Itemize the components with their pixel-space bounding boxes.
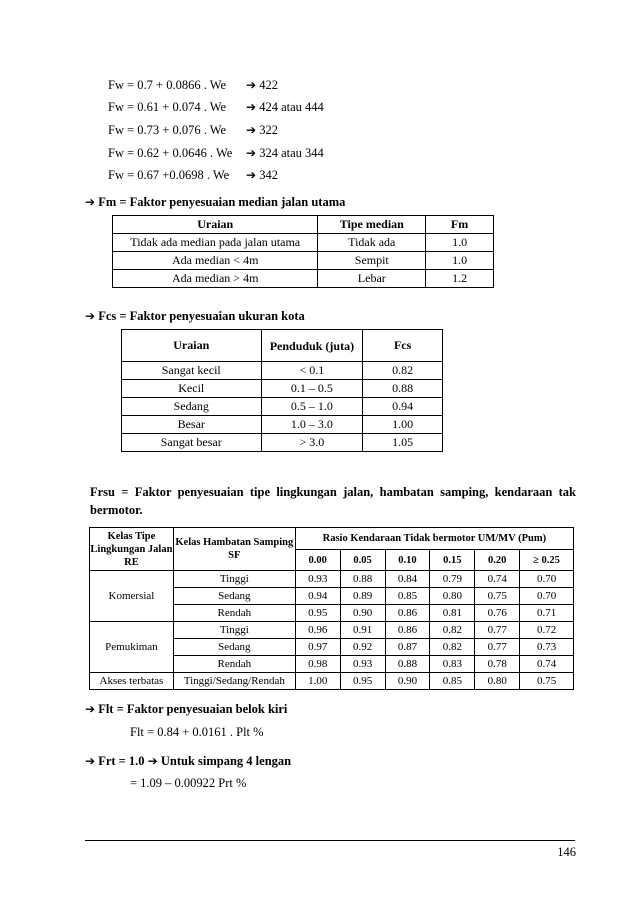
fw-result-value: 422 bbox=[259, 78, 278, 92]
frsu-col-env: Kelas Tipe Lingkungan Jalan RE bbox=[90, 528, 174, 571]
fcs-cell: 1.05 bbox=[363, 434, 443, 452]
flt-formula: Flt = 0.84 + 0.0161 . Plt % bbox=[130, 725, 264, 739]
fcs-heading bbox=[85, 309, 305, 324]
arrow-right-icon: ➔ bbox=[85, 702, 96, 716]
fw-result-value: 342 bbox=[259, 168, 278, 182]
frsu-value-cell: 0.81 bbox=[430, 605, 475, 622]
frsu-value-cell: 0.95 bbox=[295, 605, 340, 622]
frsu-sf-cell: Tinggi/Sedang/Rendah bbox=[173, 673, 295, 690]
frsu-value-cell: 0.75 bbox=[475, 588, 520, 605]
fw-result-value: 322 bbox=[259, 123, 278, 137]
frsu-value-cell: 0.90 bbox=[340, 605, 385, 622]
fw-result bbox=[246, 146, 324, 161]
fcs-col-penduduk: Penduduk (juta) bbox=[261, 330, 363, 362]
fw-formula-line bbox=[108, 168, 368, 184]
frsu-value-cell: 0.73 bbox=[520, 639, 574, 656]
frsu-value-cell: 0.70 bbox=[520, 571, 574, 588]
frsu-value-cell: 0.70 bbox=[520, 588, 574, 605]
frsu-value-cell: 0.74 bbox=[475, 571, 520, 588]
frsu-value-cell: 0.98 bbox=[295, 656, 340, 673]
fcs-cell: < 0.1 bbox=[261, 362, 363, 380]
fcs-cell: 0.82 bbox=[363, 362, 443, 380]
fw-result bbox=[246, 100, 324, 115]
fw-equation: Fw = 0.61 + 0.074 . We bbox=[108, 100, 227, 114]
frsu-env-cell: Pemukiman bbox=[90, 622, 174, 673]
fcs-cell: 0.88 bbox=[363, 380, 443, 398]
fw-equation: Fw = 0.7 + 0.0866 . We bbox=[108, 78, 227, 92]
fw-result bbox=[246, 123, 278, 138]
fcs-col-fcs: Fcs bbox=[363, 330, 443, 362]
arrow-right-icon: ➔ bbox=[246, 100, 257, 114]
frsu-value-cell: 0.82 bbox=[430, 639, 475, 656]
table-row bbox=[122, 398, 443, 416]
frsu-value-cell: 0.71 bbox=[520, 605, 574, 622]
frsu-ratio-header: 0.15 bbox=[430, 550, 475, 571]
frsu-value-cell: 0.77 bbox=[475, 622, 520, 639]
footer-divider bbox=[85, 840, 575, 841]
fcs-cell: 1.00 bbox=[363, 416, 443, 434]
frsu-sf-cell: Sedang bbox=[173, 588, 295, 605]
table-row bbox=[113, 270, 494, 288]
frsu-value-cell: 0.72 bbox=[520, 622, 574, 639]
fm-cell: Ada median > 4m bbox=[113, 270, 318, 288]
table-row bbox=[122, 434, 443, 452]
table-row bbox=[90, 673, 574, 690]
fw-formula-line bbox=[108, 123, 368, 139]
frsu-value-cell: 0.80 bbox=[475, 673, 520, 690]
frsu-ratio-header: 0.00 bbox=[295, 550, 340, 571]
table-row bbox=[113, 252, 494, 270]
arrow-right-icon: ➔ bbox=[85, 195, 96, 209]
arrow-right-icon: ➔ bbox=[147, 754, 158, 768]
fm-col-fm: Fm bbox=[426, 216, 494, 234]
frt-heading bbox=[85, 754, 291, 769]
frsu-value-cell: 0.76 bbox=[475, 605, 520, 622]
frsu-ratio-header: 0.20 bbox=[475, 550, 520, 571]
fcs-cell: 0.5 – 1.0 bbox=[261, 398, 363, 416]
arrow-right-icon: ➔ bbox=[246, 168, 257, 182]
frsu-value-cell: 0.78 bbox=[475, 656, 520, 673]
fcs-cell: Kecil bbox=[122, 380, 262, 398]
fw-formula-line bbox=[108, 100, 368, 116]
arrow-right-icon: ➔ bbox=[246, 78, 257, 92]
fw-result-value: 424 atau 444 bbox=[259, 100, 324, 114]
frsu-value-cell: 0.88 bbox=[340, 571, 385, 588]
frsu-env-cell: Akses terbatas bbox=[90, 673, 174, 690]
frsu-value-cell: 0.96 bbox=[295, 622, 340, 639]
fw-result bbox=[246, 78, 278, 93]
fcs-cell: Sedang bbox=[122, 398, 262, 416]
frsu-ratio-header: ≥ 0.25 bbox=[520, 550, 574, 571]
frsu-value-cell: 0.89 bbox=[340, 588, 385, 605]
frsu-value-cell: 0.93 bbox=[340, 656, 385, 673]
frsu-value-cell: 1.00 bbox=[295, 673, 340, 690]
fm-col-tipe-median: Tipe median bbox=[318, 216, 426, 234]
fw-equation: Fw = 0.62 + 0.0646 . We bbox=[108, 146, 233, 160]
frsu-value-cell: 0.83 bbox=[430, 656, 475, 673]
arrow-right-icon: ➔ bbox=[85, 754, 96, 768]
flt-heading-text: Flt = Faktor penyesuaian belok kiri bbox=[98, 702, 288, 716]
frt-heading-a: Frt = 1.0 bbox=[98, 754, 145, 768]
frsu-sf-cell: Sedang bbox=[173, 639, 295, 656]
fcs-cell: 0.1 – 0.5 bbox=[261, 380, 363, 398]
arrow-right-icon: ➔ bbox=[246, 146, 257, 160]
fm-cell: 1.2 bbox=[426, 270, 494, 288]
fm-cell: Lebar bbox=[318, 270, 426, 288]
fm-heading-text: Fm = Faktor penyesuaian median jalan utama bbox=[98, 195, 346, 209]
frsu-value-cell: 0.94 bbox=[295, 588, 340, 605]
fm-cell: Ada median < 4m bbox=[113, 252, 318, 270]
frsu-ratio-header: 0.10 bbox=[385, 550, 430, 571]
fcs-table bbox=[121, 329, 443, 452]
frsu-value-cell: 0.95 bbox=[340, 673, 385, 690]
frsu-value-cell: 0.86 bbox=[385, 622, 430, 639]
fm-col-uraian: Uraian bbox=[113, 216, 318, 234]
frsu-value-cell: 0.85 bbox=[430, 673, 475, 690]
fcs-cell: Besar bbox=[122, 416, 262, 434]
frt-formula: = 1.09 – 0.00922 Prt % bbox=[130, 776, 247, 790]
fcs-cell: Sangat kecil bbox=[122, 362, 262, 380]
fw-equation: Fw = 0.73 + 0.076 . We bbox=[108, 123, 227, 137]
frt-heading-b: Untuk simpang 4 lengan bbox=[160, 754, 292, 768]
table-row bbox=[90, 571, 574, 588]
frsu-env-cell: Komersial bbox=[90, 571, 174, 622]
frsu-value-cell: 0.86 bbox=[385, 605, 430, 622]
frsu-sf-cell: Tinggi bbox=[173, 622, 295, 639]
fm-cell: 1.0 bbox=[426, 252, 494, 270]
table-row bbox=[90, 622, 574, 639]
table-row bbox=[113, 234, 494, 252]
frsu-value-cell: 0.80 bbox=[430, 588, 475, 605]
frsu-value-cell: 0.77 bbox=[475, 639, 520, 656]
frsu-value-cell: 0.84 bbox=[385, 571, 430, 588]
frsu-heading: Frsu = Faktor penyesuaian tipe lingkungan jalan, hambatan samping, kendaraan tak bermotor. bbox=[90, 485, 576, 517]
fcs-col-uraian: Uraian bbox=[122, 330, 262, 362]
table-row bbox=[122, 362, 443, 380]
fm-heading bbox=[85, 195, 345, 210]
frsu-ratio-header: 0.05 bbox=[340, 550, 385, 571]
frsu-value-cell: 0.93 bbox=[295, 571, 340, 588]
fw-result bbox=[246, 168, 278, 183]
frsu-sf-cell: Rendah bbox=[173, 605, 295, 622]
fw-equation: Fw = 0.67 +0.0698 . We bbox=[108, 168, 230, 182]
frsu-value-cell: 0.85 bbox=[385, 588, 430, 605]
frsu-value-cell: 0.91 bbox=[340, 622, 385, 639]
arrow-right-icon: ➔ bbox=[85, 309, 96, 323]
frsu-value-cell: 0.75 bbox=[520, 673, 574, 690]
fw-result-value: 324 atau 344 bbox=[259, 146, 324, 160]
frsu-value-cell: 0.92 bbox=[340, 639, 385, 656]
frsu-value-cell: 0.90 bbox=[385, 673, 430, 690]
fm-cell: Tidak ada median pada jalan utama bbox=[113, 234, 318, 252]
fw-formula-line bbox=[108, 78, 368, 94]
fm-table bbox=[112, 215, 494, 288]
frsu-value-cell: 0.88 bbox=[385, 656, 430, 673]
frsu-col-sf: Kelas Hambatan Samping SF bbox=[173, 528, 295, 571]
fcs-cell: 0.94 bbox=[363, 398, 443, 416]
fw-formula-line bbox=[108, 146, 368, 162]
frsu-col-ratio: Rasio Kendaraan Tidak bermotor UM/MV (Pum) bbox=[295, 528, 573, 550]
page-number: 146 bbox=[557, 845, 576, 859]
table-row bbox=[122, 416, 443, 434]
frsu-value-cell: 0.97 bbox=[295, 639, 340, 656]
frsu-value-cell: 0.79 bbox=[430, 571, 475, 588]
fcs-cell: > 3.0 bbox=[261, 434, 363, 452]
frsu-sf-cell: Tinggi bbox=[173, 571, 295, 588]
fm-cell: 1.0 bbox=[426, 234, 494, 252]
arrow-right-icon: ➔ bbox=[246, 123, 257, 137]
flt-heading bbox=[85, 702, 287, 717]
fm-cell: Tidak ada bbox=[318, 234, 426, 252]
frsu-value-cell: 0.87 bbox=[385, 639, 430, 656]
frsu-value-cell: 0.82 bbox=[430, 622, 475, 639]
frsu-sf-cell: Rendah bbox=[173, 656, 295, 673]
fm-cell: Sempit bbox=[318, 252, 426, 270]
fcs-heading-text: Fcs = Faktor penyesuaian ukuran kota bbox=[98, 309, 305, 323]
table-row bbox=[122, 380, 443, 398]
fcs-cell: 1.0 – 3.0 bbox=[261, 416, 363, 434]
frsu-value-cell: 0.74 bbox=[520, 656, 574, 673]
frsu-table bbox=[89, 527, 574, 690]
fcs-cell: Sangat besar bbox=[122, 434, 262, 452]
